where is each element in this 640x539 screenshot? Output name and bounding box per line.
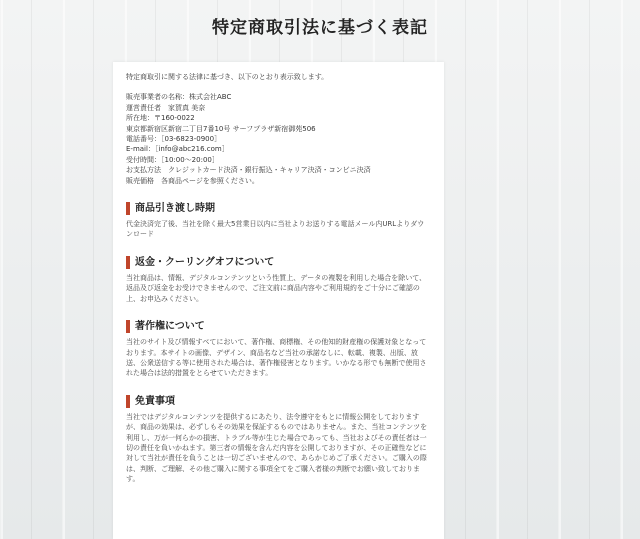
info-seller-name: 販売事業者の名称：株式会社ABC — [126, 93, 232, 102]
section-heading: 免責事項 — [126, 395, 431, 408]
intro-text: 特定商取引に関する法律に基づき、以下のとおり表示致します。 — [126, 73, 329, 81]
info-manager: 運営責任者 家賀真 美奈 — [126, 103, 206, 112]
info-email[interactable]: E-mail：［info@abc216.com］ — [126, 145, 229, 154]
section-delivery — [126, 202, 431, 240]
section-refund — [126, 256, 431, 304]
section-copyright — [126, 320, 431, 379]
section-heading: 著作権について — [126, 320, 431, 333]
section-body: 当社商品は、情報、デジタルコンテンツという性質上、データの複製を利用した場合を除いて、返品及び返金をお受けできませんので、ご注文前に商品内容やご利用規約をご十分にご確認の上、お申込みください。 — [126, 273, 427, 303]
info-payment: お支払方法 クレジットカード決済・銀行振込・キャリア決済・コンビニ決済 — [126, 166, 371, 175]
section-heading: 返金・クーリングオフについて — [126, 256, 431, 269]
content-body — [126, 72, 431, 501]
info-phone: 電話番号：［03-6823-0900］ — [126, 135, 222, 144]
info-address: 東京都新宿区新宿二丁目7番10号 サーフプラザ新宿御苑506 — [126, 124, 316, 133]
page-title: 特定商取引法に基づく表記 — [212, 18, 428, 38]
section-disclaimer — [126, 395, 431, 485]
content-panel — [113, 62, 444, 539]
section-body: 代金決済完了後、当社を除く最大5営業日以内に当社よりお送りする電話メール内URLよりダウンロード — [126, 220, 425, 239]
info-hours: 受付時間：［10:00〜20:00］ — [126, 155, 219, 164]
info-price: 販売価格 各商品ページを参照ください。 — [126, 176, 259, 185]
section-body: 当社ではデジタルコンテンツを提供するにあたり、法令遵守をもとに情報公開をしておりますが、商品の効果は、必ずしもその効果を保証するものではありません。また、当社コンテンツを利用し、万が一何らかの損害、トラブル等が生じた場合であっても、当社およびその責任者は一切の責任を負いかねます。第三者の情報を含んだ内容を公開しておりますが、その正確性などに対して当社が責任を負うことは一切ございませんので、あらかじめご了承ください。ご購入の際は、判断、ご理解、その他ご購入に関する事項全てをご購入者様の判断でお願い致しております。 — [126, 412, 428, 484]
business-info-list — [126, 92, 431, 186]
section-body: 当社のサイト及び情報すべてにおいて、著作権、商標権、その他知的財産権の保護対象となっております。本サイトの画像、デザイン、商品名など当社の承諾なしに、転載、複製、出版、放送、公衆送信する等に使用された場合は、著作権侵害となります。いかなる形でも無断で使用された場合は法的措置をとらせていただきます。 — [126, 338, 427, 378]
info-postal-code: 所在地：〒160-0022 — [126, 114, 195, 123]
section-heading: 商品引き渡し時期 — [126, 202, 431, 215]
